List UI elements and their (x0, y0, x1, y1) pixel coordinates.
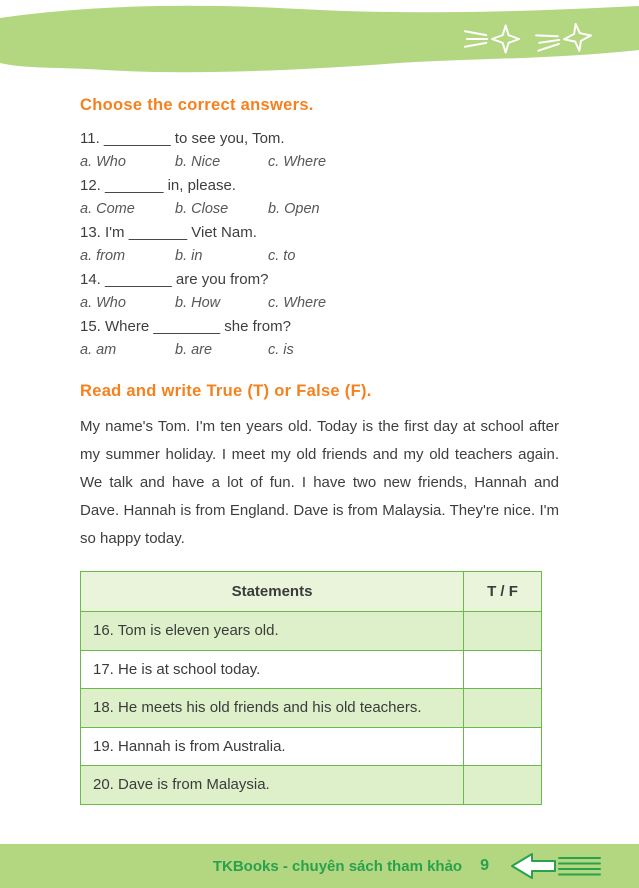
header-band (0, 0, 639, 82)
statement-cell: 18. He meets his old friends and his old teachers. (81, 689, 464, 728)
section-title-choose-answers: Choose the correct answers. (80, 96, 314, 114)
question-11: 11. ________ to see you, Tom. (80, 130, 285, 148)
option: a. am (80, 342, 117, 359)
options-row-12 (80, 198, 559, 222)
footer-band (0, 844, 639, 888)
section-title-true-false: Read and write True (T) or False (F). (80, 382, 372, 400)
answer-cell[interactable] (464, 650, 542, 689)
option: a. from (80, 248, 126, 265)
option: c. is (268, 342, 294, 359)
option: b. How (175, 295, 221, 312)
footer-publisher: TKBooks - chuyên sách tham khảo (212, 857, 463, 875)
option: b. Close (175, 201, 229, 218)
statement-cell: 20. Dave is from Malaysia. (81, 766, 464, 805)
option: a. Come (80, 201, 135, 218)
question-13: 13. I'm _______ Viet Nam. (80, 224, 257, 242)
table-header-statements: Statements (81, 572, 464, 612)
header-decorations (463, 22, 597, 56)
statement-cell: 17. He is at school today. (81, 650, 464, 689)
option: b. are (175, 342, 213, 359)
table-row (81, 650, 542, 689)
shooting-star-icon (533, 18, 599, 60)
table-row (81, 766, 542, 805)
table-row (81, 727, 542, 766)
question-14: 14. ________ are you from? (80, 271, 269, 289)
back-arrow-icon (507, 851, 603, 881)
options-row-11 (80, 151, 559, 175)
options-row-13 (80, 245, 559, 269)
table-row (81, 689, 542, 728)
answer-cell[interactable] (464, 766, 542, 805)
option: c. to (268, 248, 296, 265)
statement-cell: 16. Tom is eleven years old. (81, 612, 464, 651)
statement-cell: 19. Hannah is from Australia. (81, 727, 464, 766)
option: b. in (175, 248, 203, 265)
answer-cell[interactable] (464, 727, 542, 766)
option: b. Nice (175, 154, 221, 171)
true-false-table (80, 571, 542, 805)
answer-cell[interactable] (464, 689, 542, 728)
page-content (0, 84, 639, 805)
reading-passage: My name's Tom. I'm ten years old. Today is the first day at school after my summer holiday. I meet my old friends and my old teachers again. We talk and have a lot of fun. I have two new friends, Hannah and Dave. Hannah is from England. Dave is from Malaysia. They're nice. I'm so happy today. (80, 418, 559, 547)
page-number: 9 (480, 857, 489, 874)
option: c. Where (268, 295, 327, 312)
options-row-15 (80, 339, 559, 363)
table-header-row (81, 572, 542, 612)
option: a. Who (80, 295, 126, 312)
option: b. Open (268, 201, 320, 218)
options-row-14 (80, 292, 559, 316)
option: c. Where (268, 154, 327, 171)
table-header-tf: T / F (464, 572, 542, 612)
mcq-block (80, 127, 559, 362)
answer-cell[interactable] (464, 612, 542, 651)
question-15: 15. Where ________ she from? (80, 318, 291, 336)
table-row (81, 612, 542, 651)
question-12: 12. _______ in, please. (80, 177, 236, 195)
option: a. Who (80, 154, 126, 171)
shooting-star-icon (463, 22, 525, 56)
